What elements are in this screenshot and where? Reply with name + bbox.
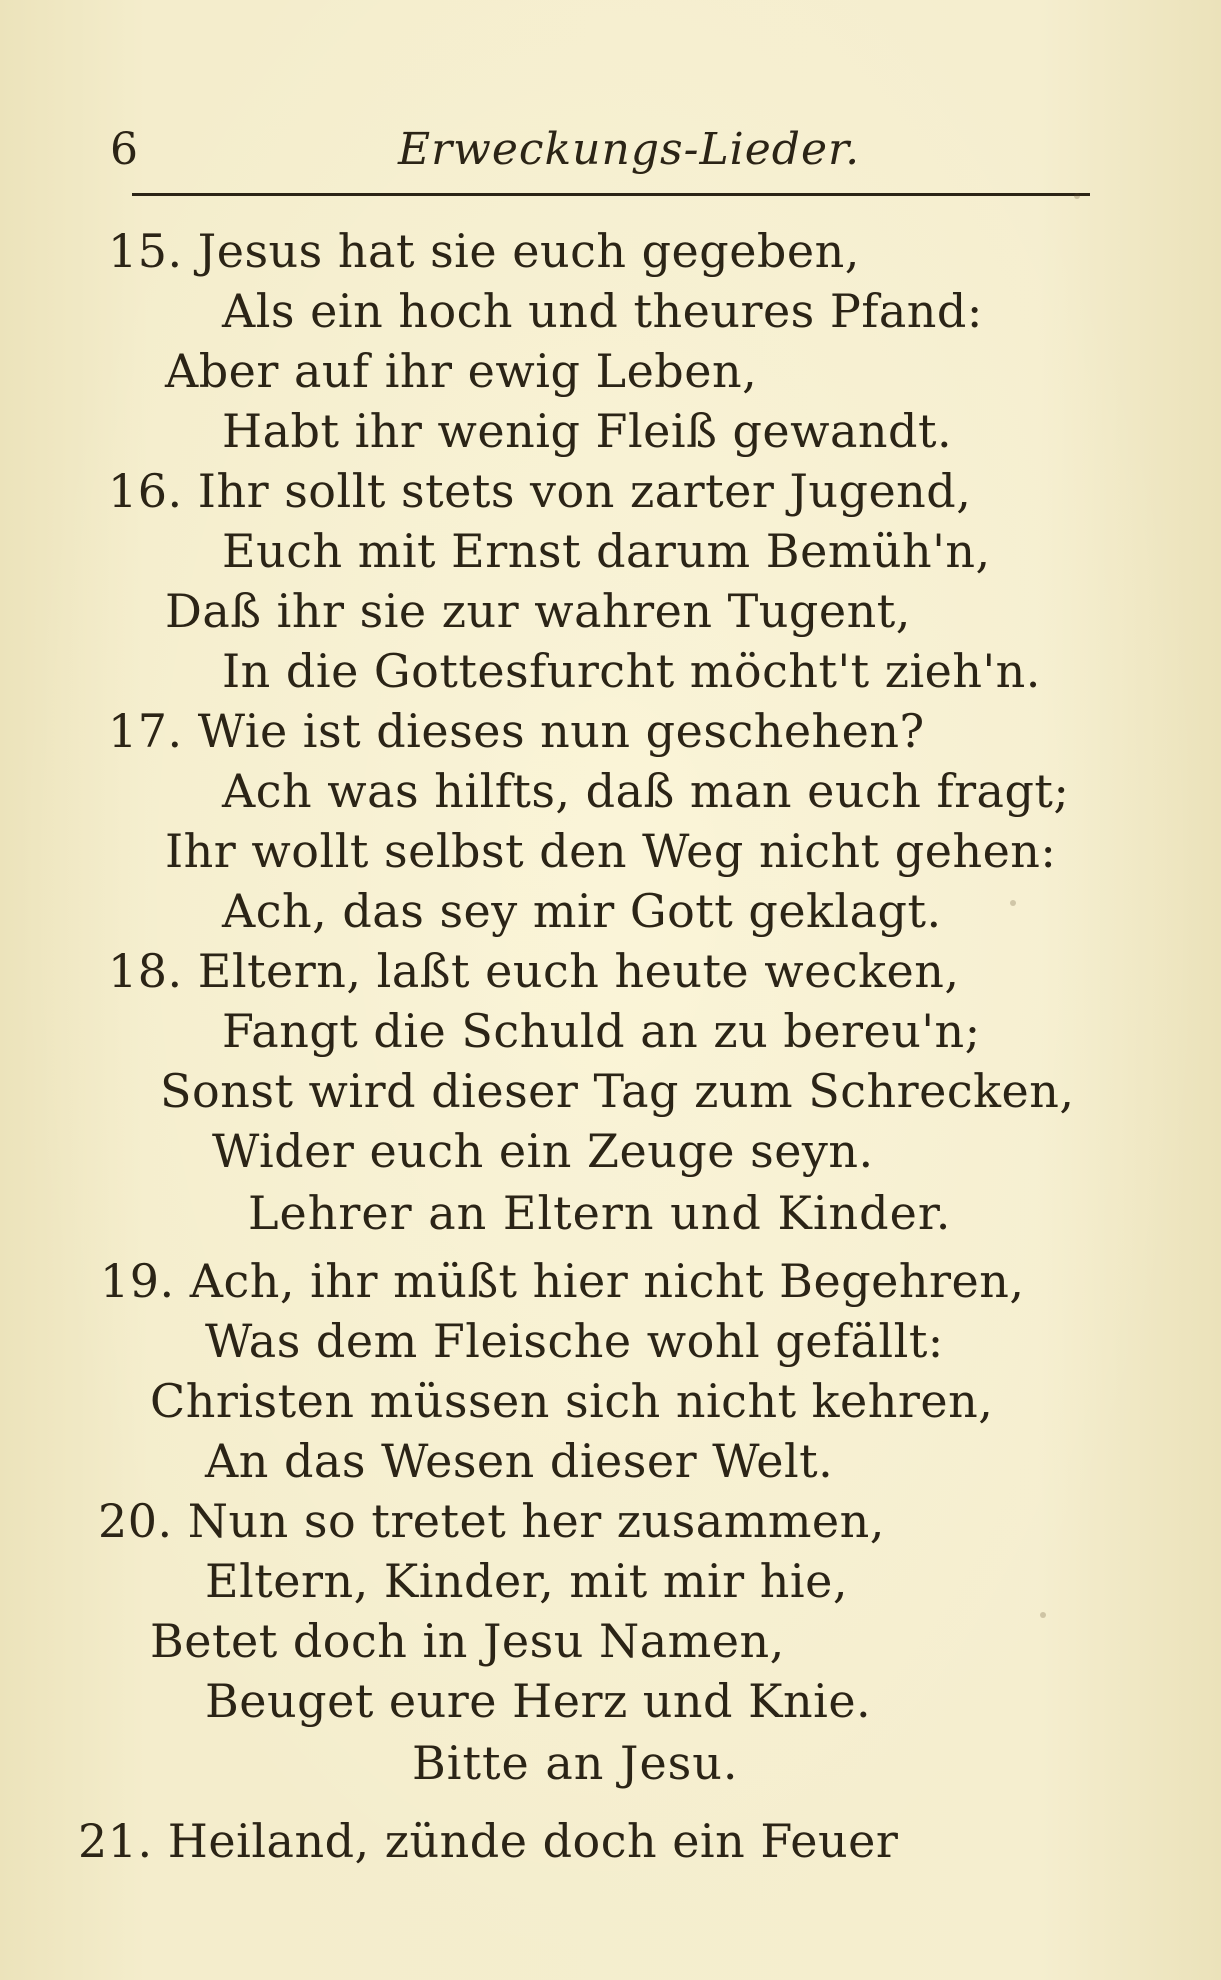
verse-line xyxy=(222,762,1069,820)
verse-line xyxy=(222,642,1041,700)
verse-line xyxy=(165,342,757,400)
page-header xyxy=(108,120,1098,180)
verse-number: 18. xyxy=(108,944,183,998)
verse-line xyxy=(160,1062,1074,1120)
section-heading-text: Lehrer an Eltern und Kinder. xyxy=(248,1186,952,1240)
verse-line xyxy=(165,582,911,640)
verse-line xyxy=(100,1252,1024,1310)
verse-line xyxy=(222,282,983,340)
verse-line xyxy=(205,1552,848,1610)
verse-line xyxy=(108,942,959,1000)
verse-number: 15. xyxy=(108,224,183,278)
verse-line xyxy=(108,702,925,760)
verse-line xyxy=(165,822,1056,880)
section-heading xyxy=(412,1734,739,1792)
verse-text: Sonst wird dieser Tag zum Schrecken, xyxy=(160,1064,1075,1118)
verse-text: Ach, das sey mir Gott geklagt. xyxy=(222,884,942,938)
verse-text: Ach was hilfts, daß man euch fragt; xyxy=(222,764,1070,818)
verse-number: 21. xyxy=(78,1814,153,1868)
verse-number: 17. xyxy=(108,704,183,758)
ink-speck xyxy=(1040,1612,1046,1618)
verse-line xyxy=(222,1002,981,1060)
verse-text: Fangt die Schuld an zu bereu'n; xyxy=(222,1004,981,1058)
verse-line xyxy=(108,222,860,280)
verse-line xyxy=(205,1672,871,1730)
verse-line xyxy=(205,1432,833,1490)
ink-speck xyxy=(1010,900,1016,906)
running-title: Erweckungs-Lieder. xyxy=(398,124,861,175)
verse-text: Wider euch ein Zeuge seyn. xyxy=(212,1124,874,1178)
verse-number: 20. xyxy=(98,1494,173,1548)
verse-text: Eltern, Kinder, mit mir hie, xyxy=(205,1554,848,1608)
verse-line xyxy=(212,1122,874,1180)
verse-text: Ach, ihr müßt hier nicht Begehren, xyxy=(189,1254,1025,1308)
verse-text: Habt ihr wenig Fleiß gewandt. xyxy=(222,404,953,458)
ink-speck xyxy=(1074,193,1080,199)
section-heading-text: Bitte an Jesu. xyxy=(412,1736,739,1790)
header-rule xyxy=(132,193,1090,196)
verse-text: Was dem Fleische wohl gefällt: xyxy=(205,1314,944,1368)
verse-text: Ihr wollt selbst den Weg nicht gehen: xyxy=(165,824,1057,878)
verse-line xyxy=(108,462,971,520)
section-heading xyxy=(248,1184,951,1242)
verse-text: Wie ist dieses nun geschehen? xyxy=(197,704,925,758)
verse-text: Nun so tretet her zusammen, xyxy=(187,1494,885,1548)
verse-text: Ihr sollt stets von zarter Jugend, xyxy=(197,464,972,518)
verse-line xyxy=(150,1612,785,1670)
verse-text: An das Wesen dieser Welt. xyxy=(205,1434,834,1488)
verse-line xyxy=(222,402,952,460)
verse-text: Jesus hat sie euch gegeben, xyxy=(197,224,860,278)
verse-line xyxy=(150,1372,993,1430)
verse-line xyxy=(98,1492,885,1550)
verse-line xyxy=(222,522,991,580)
verse-number: 16. xyxy=(108,464,183,518)
verse-text: Daß ihr sie zur wahren Tugent, xyxy=(165,584,911,638)
verse-text: Beuget eure Herz und Knie. xyxy=(205,1674,872,1728)
verse-text: Betet doch in Jesu Namen, xyxy=(150,1614,785,1668)
verse-text: Heiland, zünde doch ein Feuer xyxy=(167,1814,899,1868)
verse-text: Euch mit Ernst darum Bemüh'n, xyxy=(222,524,991,578)
verse-line xyxy=(205,1312,944,1370)
verse-text: Christen müssen sich nicht kehren, xyxy=(150,1374,994,1428)
verse-text: Als ein hoch und theures Pfand: xyxy=(222,284,983,338)
verse-text: Eltern, laßt euch heute wecken, xyxy=(197,944,960,998)
verse-text: In die Gottesfurcht möcht't zieh'n. xyxy=(222,644,1041,698)
verse-line xyxy=(78,1812,898,1870)
verse-line xyxy=(222,882,942,940)
page-number: 6 xyxy=(110,124,138,175)
verse-number: 19. xyxy=(100,1254,175,1308)
verse-text: Aber auf ihr ewig Leben, xyxy=(165,344,758,398)
